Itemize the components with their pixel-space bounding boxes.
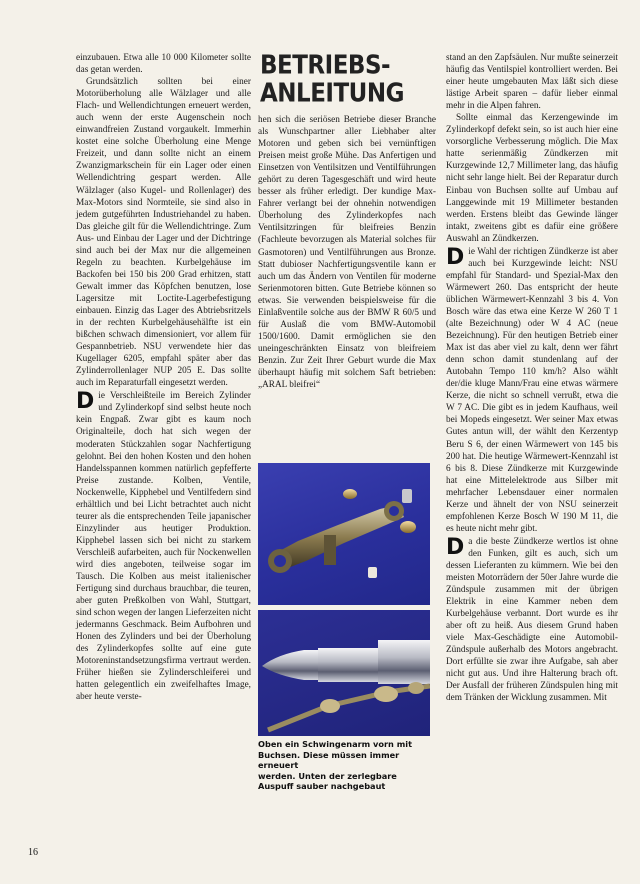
drop-cap: D xyxy=(76,389,95,415)
paragraph: stand an den Zapfsäulen. Nur mußte seinerzeit häufig das Ventilspiel kontrolliert werden. Bei einer heute umgebauten Max läßt sich diese lästige Arbeit sparen – dafür lieber einmal mehr in die Alpen fahren. xyxy=(446,53,618,112)
caption-line-2: werden. Unten der zerlegbare Auspuff sauber nachgebaut xyxy=(258,770,397,791)
text-column-2 xyxy=(258,52,436,391)
drop-cap: D xyxy=(446,244,465,270)
title-line-2: ANLEITUNG xyxy=(260,78,404,108)
paragraph: einzubauen. Etwa alle 10 000 Kilometer sollte das getan werden. xyxy=(76,53,251,76)
paragraph-text: ie Wahl der richtigen Zündkerze ist aber auch bei Kurzgewinde leicht: NSU empfahl für Standard- und Spezial-Max den Wärmewert 260. Das entspricht der heute üblichen Wärmewert-Kennzahl 3 bis 4. Von Bosch wäre das etwa eine Kerze W 260 T 1 (alte Bezeichnung) oder W 4 AC (neue Bezeichnung). Für den heutigen Betrieb einer Max ist das aber viel zu kalt, denn wer fährt denn schon damit stundenlang auf der Autobahn Tempo 110 km/h? Also wählt der/die kluge Mann/Frau eine etwas wärmere Kerze, die nicht so schnell verrußt, etwa die W 7 AC. Die gibt es in jedem Kaufhaus, weil bei Mopeds eingesetzt. Wer seiner Max etwas Gutes antun will, der wählt den Kerzentyp Beru S 6, der einen Wärmewert von 145 bis 200 hat. Die heutige Wärmewert-Kennzahl ist 6 bis 8. Diese Zündkerze mit Kurzgewinde hat eine Mittelelektrode aus Silber mit mehrfacher Lebensdauer einer normalen Kerze und ähnelt der von NSU seinerzeit empfohlenen Kerze Bosch W 190 M 11, die es heute nicht mehr gibt. xyxy=(446,246,618,534)
drop-cap: D xyxy=(446,534,465,560)
photo-swingarm xyxy=(258,463,430,605)
paragraph: hen sich die seriösen Betriebe dieser Branche als Wunschpartner aller Liebhaber alter Motoren und geben sich bei vernünftigen Preisen meist große Mühe. Das Anfertigen und Einsetzen von Ventilsitzen und Ventilführungen gehört zu deren Tagesgeschäft und wird heute besser als früher erledigt. Der kundige Max-Fahrer verlangt bei der ohnehin notwendigen Überholung des Zylinderkopfes nach Ventilsitzringen für bleifreies Benzin (Fachleute bevorzugen als Material solches für Gasmotoren) und Ventilführungen aus Bronze. Statt dubioser Nachfertigungsventile kann er auch um das Ändern von Ventilen für moderne Serienmotoren bitten. Gute Betriebe können so etwas. Sie verwenden beispielsweise für die Einlaßventile solche aus der BMW R 60/5 und für Auslaß die vom BMW-Automobil 1500/1600. Damit ermöglichen sie den uneingeschränkten Einsatz von bleifreiem Benzin. Zur Zeit Ihrer Geburt wurde die Max überhaupt häufig mit solchem Saft betrieben: „ARAL bleifrei“ xyxy=(258,115,436,391)
caption-line-1: Oben ein Schwingenarm vorn mit Buchsen. Diese müssen immer erneuert xyxy=(258,739,412,770)
paragraph-text: a die beste Zündkerze wertlos ist ohne den Funken, gilt es auch, sich um dessen Lieferanten zu kümmern. Wie bei den meisten Motorrädern der 50er Jahre wurde die Zündspule zusammen mit der übrigen Elektrik in eine Kammer neben dem Kurbelgehäuse verbannt. Dort wurde es ihr aber oft zu heiß. Aus diesem Grund haben viele Max-Geschädigte eine Automobil-Zündspule außerhalb des Motors angebracht. Dort erfüllte sie zwar ihre Aufgabe, sah aber nicht gut aus. Und ihre Halterung brach oft. Der Ausfall der früheren Zündspulen hing mit dem Tränken der Wicklung zusammen. Mit xyxy=(446,536,618,704)
paragraph-dropcap xyxy=(446,536,618,705)
photo-caption xyxy=(258,739,433,792)
article-title xyxy=(260,52,436,108)
paragraph-dropcap xyxy=(76,390,251,703)
swingarm-image xyxy=(258,463,430,605)
title-line-1: BETRIEBS- xyxy=(260,50,391,80)
text-column-1 xyxy=(76,52,251,704)
paragraph-dropcap xyxy=(446,246,618,535)
photo-exhaust xyxy=(258,610,430,736)
paragraph: Sollte einmal das Kerzengewinde im Zylinderkopf defekt sein, so ist auch hier eine vorsorgliche Verbesserung möglich. Die Max hatte serienmäßig Zündkerzen mit Kurzgewinde 12,7 Millimeter lang, das häufig nicht sehr lange hielt. Bei der Reparatur durch Einbau von Buchsen sollte auf Umbau auf Langgewinde mit 19 Millimeter bestanden werden. Erstens bleibt das Gewinde länger intakt, zweitens gibt es dafür eine größere Auswahl an Zündkerzen. xyxy=(446,113,618,244)
page-number: 16 xyxy=(28,847,38,858)
text-column-3 xyxy=(446,52,618,705)
exhaust-image xyxy=(258,610,430,736)
paragraph-text: ie Verschleißteile im Bereich Zylinder und Zylinderkopf sind selbst heute noch kein Engpaß. Zwar gibt es kaum noch Originalteile, doch hat sich wegen der moderaten Stückzahlen sogar Nachfertigung gelohnt. Bei den hohen Kosten und den hohen Handelsspannen kommen natürlich gepfefferte Preise zustande. Kolben, Ventile, Nockenwelle, Kipphebel und Ventilfedern sind erhältlich und bei Licht betrachtet auch nicht teurer als die entsprechenden Teile japanischer Einzylinder aus heutiger Produktion. Kipphebel lassen sich bei nicht zu starkem Verschleiß aufarbeiten, auch für Nockenwellen wird dies angeboten, teilweise sogar im Tausch. Die Kolben aus meist italienischer Fertigung sind durchaus brauchbar, die teuren, aber guten Preßkolben von Wahl, Stuttgart, sind schon wegen der langen Lieferzeiten nicht jedermanns Geschmack. Beim Aufbohren und Honen des Zylinders und bei der Überholung des Zylinderkopfes sollte auf eine gute Motoreninstandsetzungsfirma vertraut werden. Früher hießen sie Zylinderschleiferei und hatten gelegentlich ein zweifelhaftes Image, aber heute verste- xyxy=(76,391,251,703)
paragraph: Grundsätzlich sollten bei einer Motorüberholung alle Wälzlager und alle Flach- und Wellendichtungen erneuert werden, auch wenn der erste Augenschein noch einwandfreien Zustand vorgaukelt. Immerhin kostet eine solche Überholung eine Menge Freizeit, und dann sollte nicht an einem Zwanzigmarkschein für ein Lager oder einen Wellendichtring gespart werden. Alle Wälzlager (also Kugel- und Rollenlager) des Max-Motors sind Normteile, sie sind also in jedem gutgeführten Industriehandel zu haben. Das gleiche gilt für die Wellendichtringe. Zum Aus- und Einbau der Lager und der Dichtringe sind auch bei der Max nur die allgemeinen Regeln zu beachten. Kurbelgehäuse im Backofen bei 150 bis 200 Grad erhitzen, statt Gewalt immer das Köpfchen benutzen, lose Lagersitze mit Loctite-Lagerbefestigung einbauen. Einzig das Lager des Abtriebsritzels in der rechten Kurbelgehäusehälfte ist ein bißchen schwach dimensioniert, vor allem für Gespannbetrieb. NSU verwendete hier das Kugellager 6205, empfahl später aber das Zylinderrollenlager NUP 205 E. Das sollte auch im Reparaturfall eingesetzt werden. xyxy=(76,77,251,389)
